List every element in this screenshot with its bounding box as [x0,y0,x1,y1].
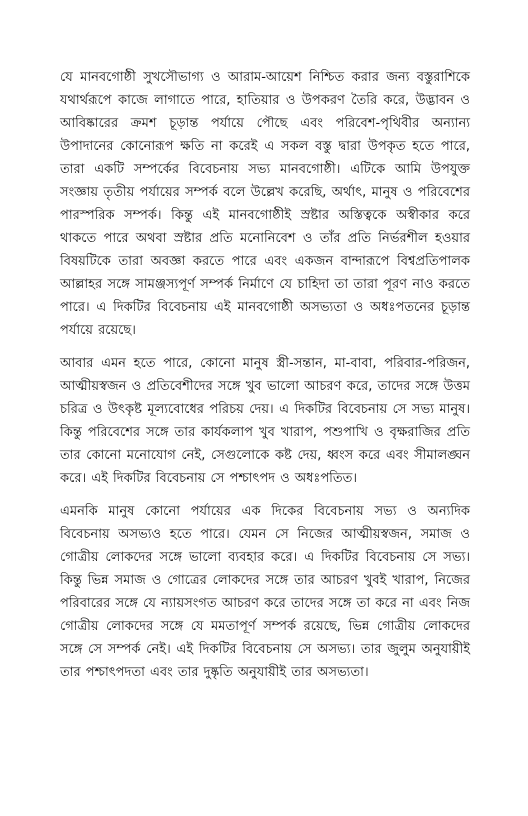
paragraph-1: যে মানবগোষ্ঠী সুখসৌভাগ্য ও আরাম-আয়েশ নিশ্চিত করার জন্য বস্তুরাশিকে যথার্থরূপে কাজে লাগাতে পারে, হাতিয়ার ও উপকরণ তৈরি করে, উদ্ভাবন ও আবিষ্কারের ক্রমশ চূড়ান্ত পর্যায়ে পৌছে এবং পরিবেশ-পৃথিবীর অন্যান্য উপাদানের কোনোরূপ ক্ষতি না করেই এ সকল বস্তু দ্বারা উপকৃত হতে পারে, তারা একটি সম্পর্কের বিবেচনায় সভ্য মানবগোষ্ঠী। এটিকে আমি উপযুক্ত সংজ্ঞায় তৃতীয় পর্যায়ের সম্পর্ক বলে উল্লেখ করেছি, অর্থাৎ, মানুষ ও পরিবেশের পারস্পরিক সম্পর্ক। কিন্তু এই মানবগোষ্ঠীই স্রষ্টার অস্তিত্বকে অস্বীকার করে থাকতে পারে অথবা স্রষ্টার প্রতি মনোনিবেশ ও তাঁর প্রতি নির্ভরশীল হওয়ার বিষয়টিকে তারা অবজ্ঞা করতে পারে এবং একজন বান্দারূপে বিশ্বপ্রতিপালক আল্লাহর সঙ্গে সামঞ্জস্যপূর্ণ সম্পর্ক নির্মাণে যে চাহিদা তা তারা পূরণ নাও করতে পারে। এ দিকটির বিবেচনায় এই মানবগোষ্ঠী অসভ্যতা ও অধঃপতনের চূড়ান্ত পর্যায়ে রয়েছে। [60,70,470,338]
paragraph-3: এমনকি মানুষ কোনো পর্যায়ের এক দিকের বিবেচনায় সভ্য ও অন্যদিক বিবেচনায় অসভ্যও হতে পারে। যেমন সে নিজের আত্মীয়স্বজন, সমাজ ও গোত্রীয় লোকদের সঙ্গে ভালো ব্যবহার করে। এ দিকটির বিবেচনায় সে সভ্য। কিন্তু ভিন্ন সমাজ ও গোত্রের লোকদের সঙ্গে তার আচরণ খুবই খারাপ, নিজের পরিবারের সঙ্গে যে ন্যায়সংগত আচরণ করে তাদের সঙ্গে তা করে না এবং নিজ গোত্রীয় লোকদের সঙ্গে যে মমতাপূর্ণ সম্পর্ক রয়েছে, ভিন্ন গোত্রীয় লোকদের সঙ্গে সে সম্পর্ক নেই। এই দিকটির বিবেচনায় সে অসভ্য। তার জুলুম অনুযায়ীই তার পশ্চাৎপদতা এবং তার দুষ্কৃতি অনুযায়ীই তার অসভ্যতা। [60,504,470,680]
paragraph-2: আবার এমন হতে পারে, কোনো মানুষ স্ত্রী-সন্তান, মা-বাবা, পরিবার-পরিজন, আত্মীয়স্বজন ও প্রতিবেশীদের সঙ্গে খুব ভালো আচরণ করে, তাদের সঙ্গে উত্তম চরিত্র ও উৎকৃষ্ট মূল্যবোধের পরিচয় দেয়। এ দিকটির বিবেচনায় সে সভ্য মানুষ। কিন্তু পরিবেশের সঙ্গে তার কার্যকলাপ খুব খারাপ, পশুপাখি ও বৃক্ষরাজির প্রতি তার কোনো মনোযোগ নেই, সেগুলোকে কষ্ট দেয়, ধ্বংস করে এবং সীমালঙ্ঘন করে। এই দিকটির বিবেচনায় সে পশ্চাৎপদ ও অধঃপতিত। [60,356,470,486]
document-page [60,66,470,694]
